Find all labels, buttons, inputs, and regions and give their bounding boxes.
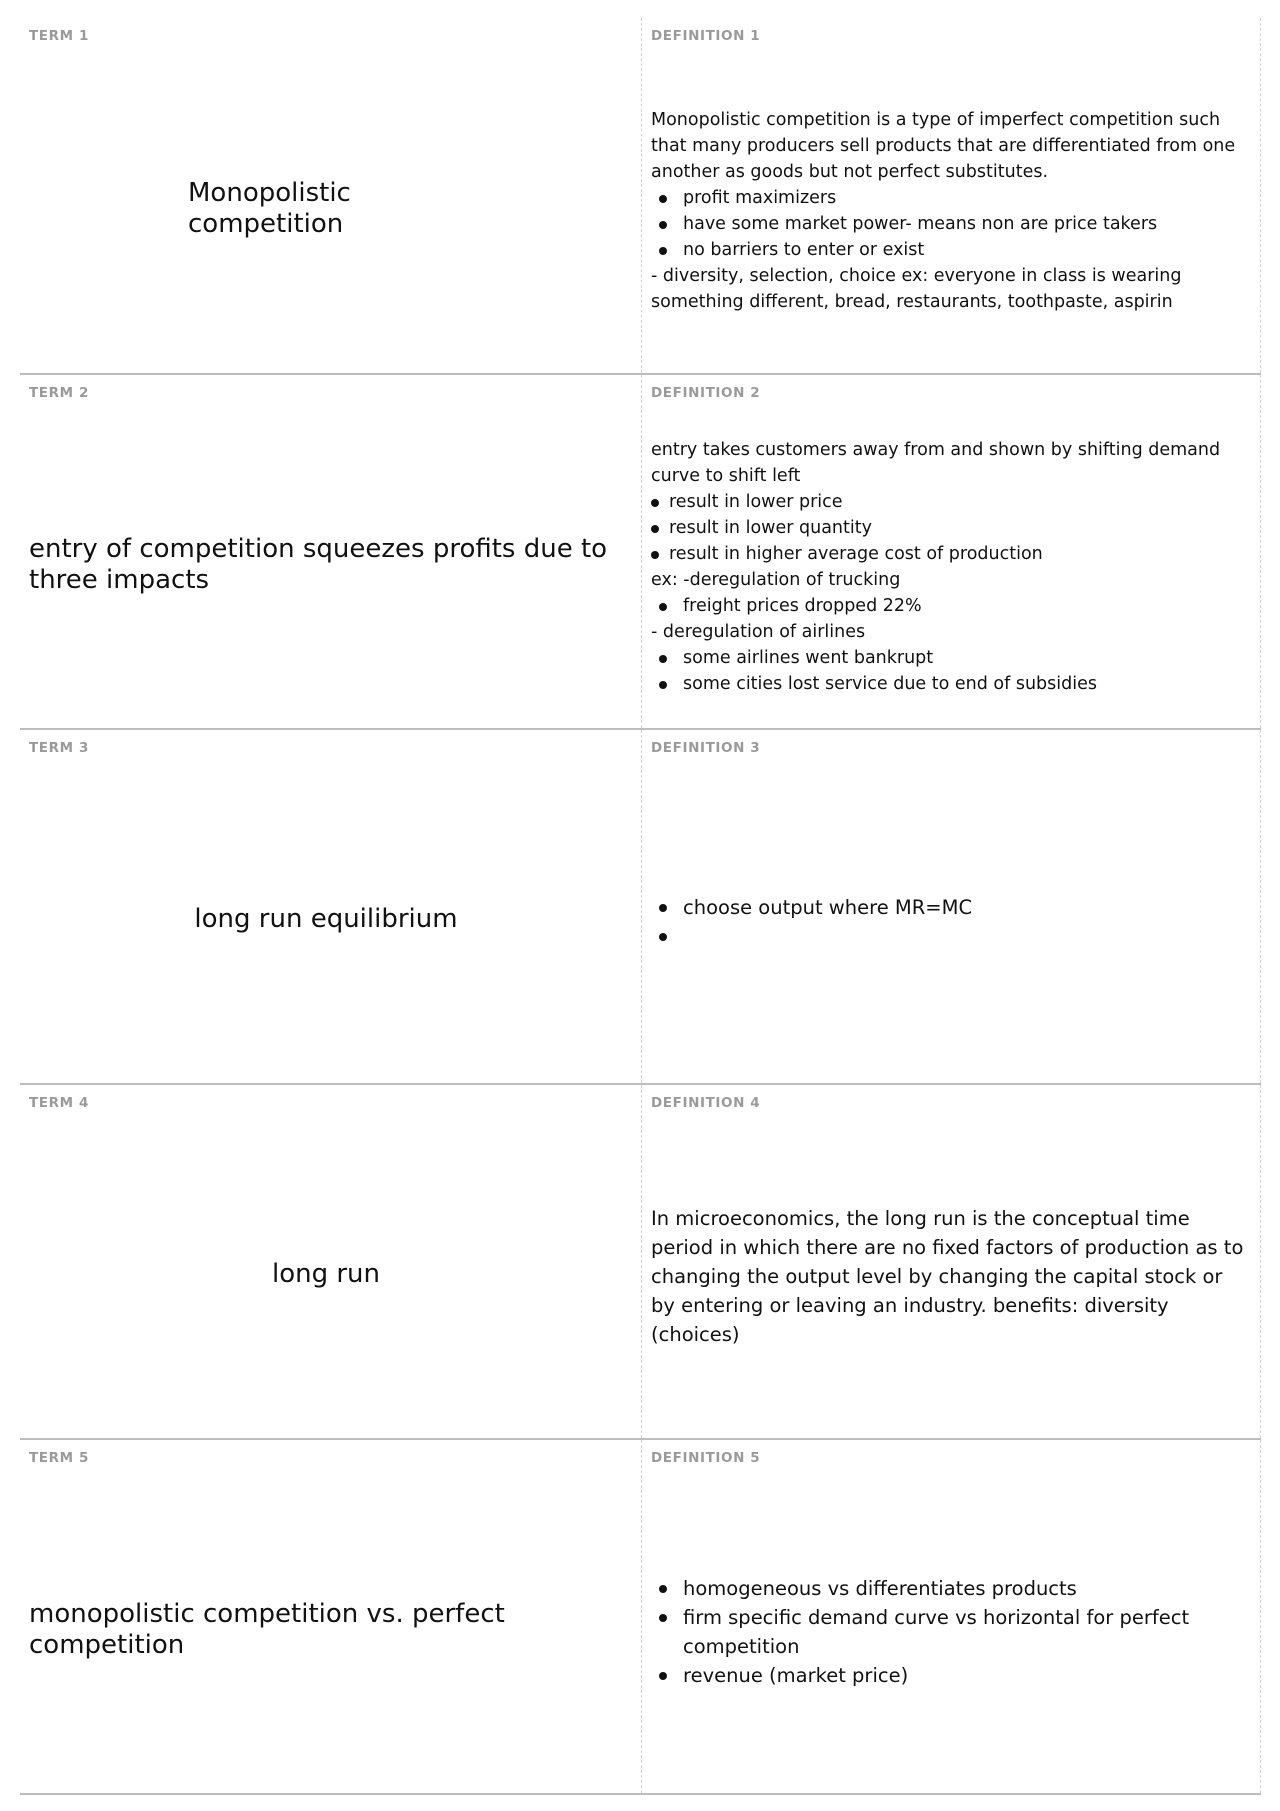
- term-label: TERM 2: [29, 385, 89, 401]
- term-text-wrap: [29, 756, 623, 1083]
- definition-label: DEFINITION 5: [651, 1450, 761, 1466]
- list-item: [651, 922, 1248, 951]
- list-item: have some market power- means non are price takers: [651, 211, 1248, 237]
- term-text-wrap: [29, 1111, 623, 1438]
- example-heading: - deregulation of airlines: [651, 621, 866, 642]
- example-bullet-list: [651, 593, 1248, 619]
- list-item: no barriers to enter or exist: [651, 237, 1248, 263]
- definition-bullet-list: [651, 893, 1248, 951]
- definition-intro: Monopolistic competition is a type of imperfect competition such that many producers sell products that are differentiated from one another as goods but not perfect substitutes.: [651, 109, 1236, 182]
- term-text-wrap: [29, 401, 623, 728]
- list-item: result in higher average cost of production: [651, 541, 1248, 567]
- definition-label: DEFINITION 3: [651, 740, 761, 756]
- definition-label: DEFINITION 2: [651, 385, 761, 401]
- definition-text: In microeconomics, the long run is the conceptual time period in which there are no fixed factors of production as to changing the output level by changing the capital stock or by entering or leaving an industry. benefits: diversity (choices): [651, 1207, 1244, 1346]
- definition-bullet-list: [651, 185, 1248, 263]
- definition-outro: - diversity, selection, choice ex: everyone in class is wearing something different, bread, restaurants, toothpaste, aspirin: [651, 265, 1182, 312]
- example-bullet-list: [651, 645, 1248, 697]
- list-item: result in lower quantity: [651, 515, 1248, 541]
- definition-body: [651, 405, 1248, 728]
- term-label: TERM 5: [29, 1450, 89, 1466]
- term-text: Monopolistic competition: [188, 177, 351, 239]
- list-item: freight prices dropped 22%: [651, 593, 1248, 619]
- definition-cell: [642, 730, 1261, 1083]
- term-text: monopolistic competition vs. perfect competition: [29, 1598, 505, 1660]
- term-cell: [20, 730, 642, 1083]
- term-label: TERM 4: [29, 1095, 89, 1111]
- definition-intro: entry takes customers away from and shown by shifting demand curve to shift left: [651, 439, 1221, 486]
- definition-cell: [642, 1440, 1261, 1793]
- card-row: [20, 1440, 1261, 1795]
- list-item: revenue (market price): [651, 1661, 1248, 1690]
- definition-label: DEFINITION 1: [651, 28, 761, 44]
- term-text: long run: [271, 1259, 381, 1289]
- card-row: [20, 730, 1261, 1085]
- definition-cell: [642, 1085, 1261, 1438]
- term-text-wrap: [29, 1466, 623, 1793]
- term-text-wrap: [29, 44, 388, 373]
- example-heading: ex: -deregulation of trucking: [651, 569, 901, 590]
- card-row: [20, 1085, 1261, 1440]
- list-item: some cities lost service due to end of subsidies: [651, 671, 1248, 697]
- definition-label: DEFINITION 4: [651, 1095, 761, 1111]
- list-item: homogeneous vs differentiates products: [651, 1574, 1248, 1603]
- term-label: TERM 1: [29, 28, 89, 44]
- definition-cell: [642, 375, 1261, 728]
- list-item: some airlines went bankrupt: [651, 645, 1248, 671]
- definition-cell: [642, 18, 1261, 373]
- definition-body: [651, 48, 1248, 373]
- definition-bullet-list: [651, 489, 1248, 567]
- term-cell: [20, 375, 642, 728]
- term-text: entry of competition squeezes profits due to three impacts: [29, 533, 608, 595]
- flashcard-grid: [20, 18, 1261, 1795]
- term-cell: [20, 1085, 642, 1438]
- list-item: firm specific demand curve vs horizontal for perfect competition: [651, 1603, 1248, 1661]
- list-item: profit maximizers: [651, 185, 1248, 211]
- card-row: [20, 375, 1261, 730]
- card-row: [20, 18, 1261, 375]
- term-cell: [20, 1440, 642, 1793]
- list-item: result in lower price: [651, 489, 1248, 515]
- definition-body: [651, 1115, 1248, 1438]
- list-item: choose output where MR=MC: [651, 893, 1248, 922]
- definition-body: [651, 1470, 1248, 1793]
- term-label: TERM 3: [29, 740, 89, 756]
- term-text: long run equilibrium: [194, 904, 458, 934]
- definition-body: [651, 760, 1248, 1083]
- definition-bullet-list: [651, 1574, 1248, 1690]
- term-cell: [20, 18, 642, 373]
